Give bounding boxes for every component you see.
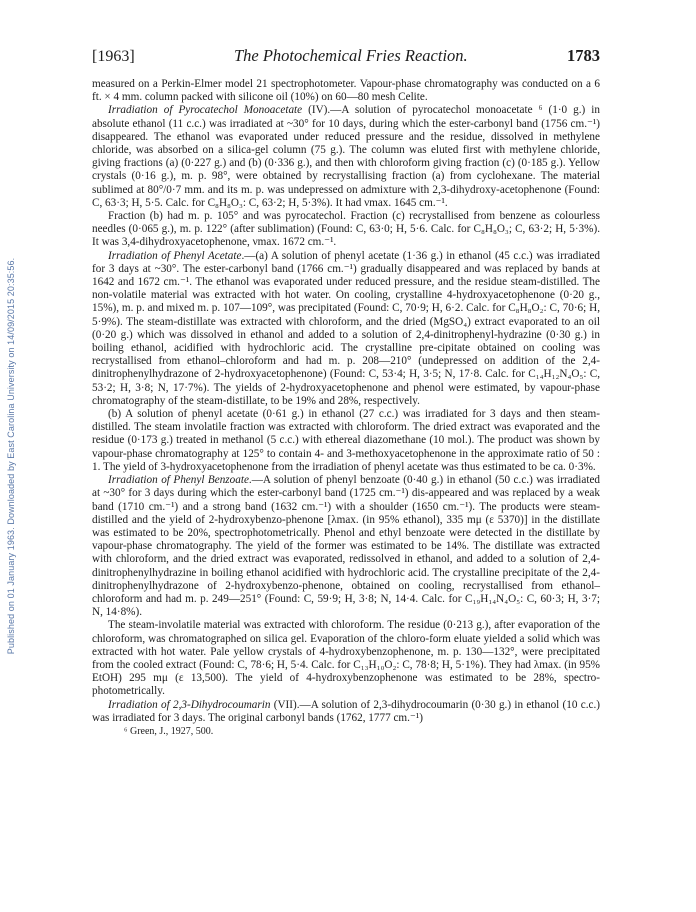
paragraph-steam-involatile: The steam-involatile material was extracted with chloroform. The residue (0·213 g.), after evaporation of the chloroform, was chromatographed on silica gel. Evaporation of the chloro-form eluate yielded a solid which was extracted with hot water. Pale yellow crystals of 4-hydroxybenzophenone, m. p. 130—132°, were precipitated from the cooled extract (Found: C, 78·6; H, 5·4. Calc. for C₁₃H₁₀O₂: C, 78·8; H, 5·1%). They had λmax. (in 95% EtOH) 295 mμ (ε 13,500). The yield of 4-hydroxybenzophenone was estimated to be 28%, spectro-photometrically. — [92, 619, 600, 698]
paragraph-spectrophotometer: measured on a Perkin-Elmer model 21 spectrophotometer. Vapour-phase chromatography was conducted on a 6 ft. × 4 mm. column packed with silicone oil (10%) on 60—80 mesh Celite. — [92, 78, 600, 104]
download-note: Published on 01 January 1963. Downloaded by East Carolina University on 14/09/2015 20:35:56. — [6, 257, 16, 655]
section-heading: Irradiation of 2,3-Dihydrocoumarin — [108, 698, 271, 711]
paragraph-dihydrocoumarin: Irradiation of 2,3-Dihydrocoumarin (VII).—A solution of 2,3-dihydrocoumarin (0·30 g.) in ethanol (10 c.c.) was irradiated for 3 days. The original carbonyl bands (1762, 1777 cm.⁻¹) — [92, 698, 600, 724]
section-heading: Irradiation of Pyrocatechol Monoacetate — [108, 104, 303, 117]
page-header — [92, 46, 600, 66]
section-heading: Irradiation of Phenyl Acetate — [108, 249, 242, 262]
download-watermark — [0, 0, 22, 912]
paragraph-fraction-b: Fraction (b) had m. p. 105° and was pyrocatechol. Fraction (c) recrystallised from benzene as colourless needles (0·065 g.), m. p. 122° (after sublimation) (Found: C, 63·0; H, 5·6. Calc. for C₈H₈O₃; C, 63·2; H, 5·3%). It was 3,4-dihydroxyacetophenone, νmax. 1672 cm.⁻¹. — [92, 210, 600, 249]
paragraph-phenyl-acetate-a: Irradiation of Phenyl Acetate.—(a) A solution of phenyl acetate (1·36 g.) in ethanol (45 c.c.) was irradiated for 3 days at ~30°. The ester-carbonyl band (1766 cm.⁻¹) gradually disappeared and was replaced by bands at 1642 and 1672 cm.⁻¹. The ethanol was evaporated under reduced pressure, and the residue steam-distilled. The non-volatile material was extracted with hot water. On cooling, crystalline 4-hydroxyacetophenone (0·20 g., 15%), m. p. and mixed m. p. 107—109°, was precipitated (Found: C, 70·9; H, 6·2. Calc. for C₈H₈O₂: C, 70·6; H, 5·9%). The steam-distillate was extracted with chloroform, and the dried (MgSO₄) extract evaporated to an oil (0·20 g.) which was dissolved in ethanol and added to a solution of 2,4-dinitrophenyl-hydrazine (0·30 g.) in boiling ethanol, acidified with hydrochloric acid. The crystalline pre-cipitate obtained on cooling was recrystallised from ethanol–chloroform and had m. p. 208—210° (undepressed on addition of the 2,4-dinitrophenylhydrazone of 2-hydroxyacetophenone) (Found: C, 53·4; H, 3·5; N, 17·8. Calc. for C₁₄H₁₂N₄O₅: C, 53·2; H, 3·8; N, 17·7%). The yields of 2-hydroxyacetophenone and phenol were estimated, by vapour-phase chromatography of the steam-distillate, to be 19% and 28%, respectively. — [92, 249, 600, 407]
footnote: ⁶ Green, J., 1927, 500. — [124, 725, 214, 737]
paragraph-phenyl-acetate-b: (b) A solution of phenyl acetate (0·61 g.) in ethanol (27 c.c.) was irradiated for 3 days and then steam-distilled. The steam involatile fraction was extracted with chloroform. The dried extract was evaporated and the residue (0·173 g.) treated in methanol (5 c.c.) with ethereal diazomethane (10 mol.). The product was shown by vapour-phase chromatography at 125° to contain 4- and 3-methoxyacetophenone in the approximate ratio of 50 : 1. The yield of 3-hydroxyacetophenone from the irradiation of phenyl acetate was thus estimated to be ca. 0·3%. — [92, 408, 600, 473]
header-title: The Photochemical Fries Reaction. — [233, 46, 468, 65]
header-page-number: 1783 — [566, 46, 600, 65]
header-year: [1963] — [92, 48, 135, 65]
paragraph-phenyl-benzoate: Irradiation of Phenyl Benzoate.—A solution of phenyl benzoate (0·40 g.) in ethanol (50 c.c.) was irradiated at ~30° for 3 days during which the ester-carbonyl band (1725 cm.⁻¹) dis-appeared and was replaced by a weak band (1710 cm.⁻¹) and a strong band (1632 cm.⁻¹) with a shoulder (1650 cm.⁻¹). The products were steam-distilled and the yield of 2-hydroxybenzo-phenone [λmax. (in 95% ethanol), 335 mμ (ε 5370)] in the distillate was estimated to be 20%, spectrophotometrically. Phenol and ethyl benzoate were detected in the distillate by vapour-phase chromatography. The yield of the former was estimated to be 14%. The distillate was extracted with chloroform, and the dried extract was evaporated, redissolved in ethanol, and added to a solution of 2,4-dinitrophenylhydrazine in boiling ethanol acidified with hydrochloric acid. The crystalline precipitate of the 2,4-dinitrophenylhydrazone of 2-hydroxybenzo-phenone, obtained on cooling, recrystallised from ethanol–chloroform and had m. p. 249—251° (Found: C, 59·9; H, 3·8; N, 14·4. Calc. for C₁₉H₁₄N₄O₅: C, 60·3; H, 3·7; N, 14·8%). — [92, 474, 601, 619]
paragraph-pyrocatechol: Irradiation of Pyrocatechol Monoacetate (IV).—A solution of pyrocatechol monoacetate ⁶ (1·0 g.) in absolute ethanol (11 c.c.) was irradiated at ~30° for 10 days, during which the ester-carbonyl band (1756 cm.⁻¹) disappeared. The ethanol was evaporated under reduced pressure and the residue, dissolved in methylene chloride, was absorbed on a silica-gel column (75 g.). The column was eluted first with methylene chloride, giving fractions (a) (0·227 g.) and (b) (0·336 g.), and then with chloroform giving fraction (c) (0·185 g.). Yellow crystals (0·16 g.), m. p. 98°, were obtained by recrystallising fraction (a) from cyclohexane. The material sublimed at 80°/0·7 mm. and its m. p. was undepressed on admixture with 2,3-dihydroxy-acetophenone (Found: C, 63·3; H, 5·5. Calc. for C₈H₈O₃: C, 63·2; H, 5·3%). It had νmax. 1645 cm.⁻¹. — [92, 104, 600, 209]
section-heading: Irradiation of Phenyl Benzoate — [108, 474, 249, 487]
article-body — [92, 78, 600, 738]
